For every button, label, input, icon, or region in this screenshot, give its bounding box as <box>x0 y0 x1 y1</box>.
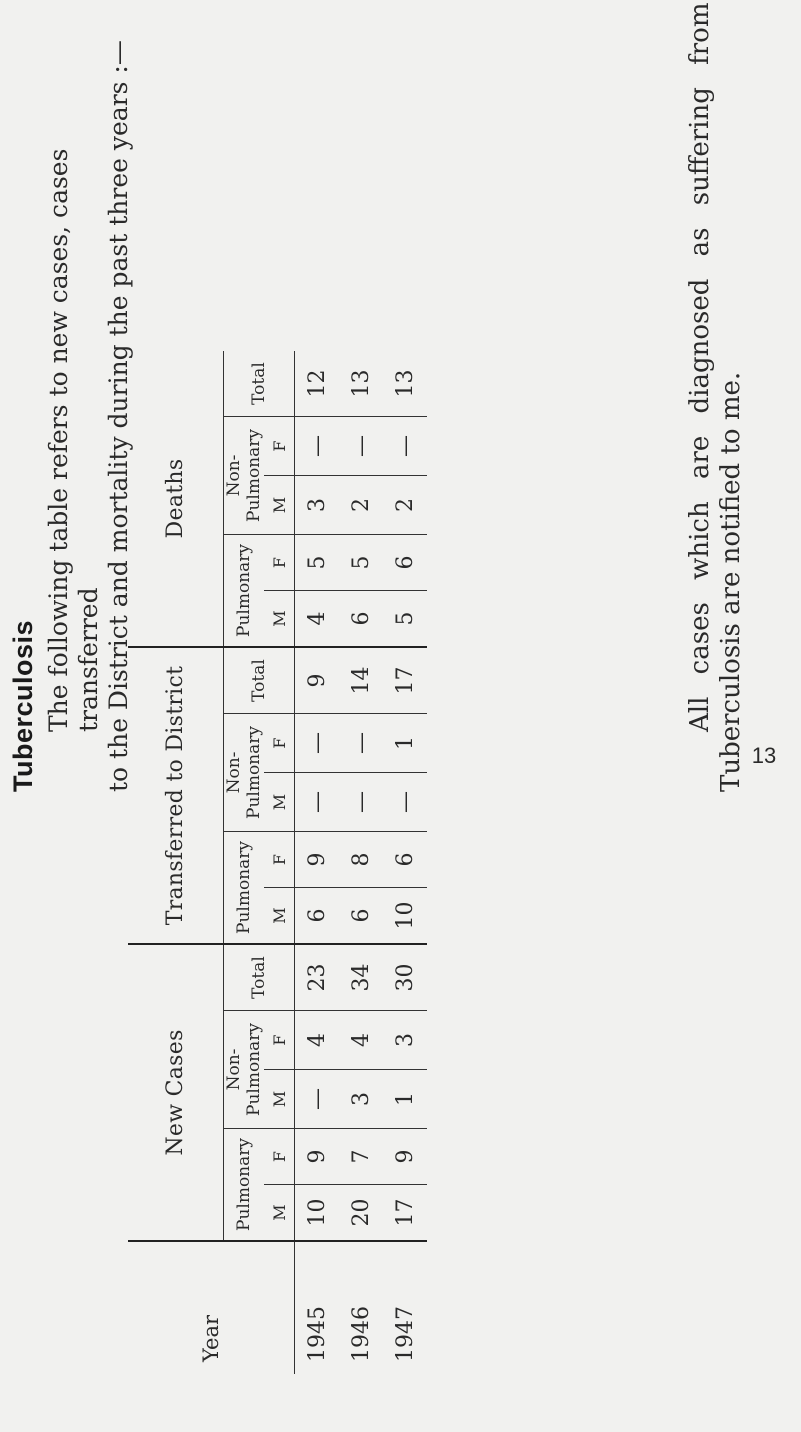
table-cell: 3 <box>339 1070 383 1129</box>
table-cell: 6 <box>339 888 383 945</box>
sex-f: F <box>264 714 295 773</box>
table-cell: — <box>295 417 340 476</box>
footer-line-2: Tuberculosis are notified to me. <box>716 371 746 792</box>
table-cell: 6 <box>295 888 340 945</box>
table-cell: — <box>339 714 383 773</box>
sex-f: F <box>264 1011 295 1070</box>
table-cell: 1 <box>383 714 427 773</box>
table-cell: — <box>295 1070 340 1129</box>
table-cell: — <box>295 773 340 832</box>
row-year: 1945 <box>304 1306 330 1362</box>
table-cell: 2 <box>339 476 383 535</box>
sex-m: M <box>264 1070 295 1129</box>
table-cell: 10 <box>295 1185 340 1242</box>
table-cell: 17 <box>383 1185 427 1242</box>
table-cell: — <box>383 417 427 476</box>
table-row <box>383 351 427 1374</box>
table-cell: 3 <box>383 1011 427 1070</box>
sex-m: M <box>264 1185 295 1242</box>
sex-m: M <box>264 476 295 535</box>
table-cell: 2 <box>383 476 427 535</box>
table-cell: 30 <box>383 944 427 1011</box>
footer-paragraph <box>685 3 747 793</box>
table-cell: 4 <box>295 591 340 648</box>
table-cell: 6 <box>383 535 427 591</box>
table-cell: 12 <box>295 351 340 417</box>
table-cell: 6 <box>339 591 383 648</box>
table-cell: 9 <box>383 1129 427 1185</box>
sex-f: F <box>264 832 295 888</box>
year-header: Year <box>128 1241 295 1374</box>
table-cell: 4 <box>295 1011 340 1070</box>
row-year: 1946 <box>348 1306 374 1362</box>
sex-f: F <box>264 1129 295 1185</box>
sex-m: M <box>264 591 295 648</box>
sub-non-pulmonary: Non-Pulmonary <box>224 1011 265 1129</box>
table-cell: — <box>339 417 383 476</box>
table-cell: — <box>295 714 340 773</box>
table-row <box>295 351 340 1374</box>
sex-m: M <box>264 888 295 945</box>
group-new-cases: New Cases <box>128 944 224 1241</box>
table-cell: 34 <box>339 944 383 1011</box>
table-cell: 3 <box>295 476 340 535</box>
table-cell: — <box>339 773 383 832</box>
intro-paragraph <box>44 0 134 792</box>
table-cell: 5 <box>339 535 383 591</box>
footer-line-1: All cases which are diagnosed as suffering from <box>685 2 715 732</box>
table-cell: 8 <box>339 832 383 888</box>
group-transferred: Transferred to District <box>128 647 224 944</box>
sex-f: F <box>264 417 295 476</box>
table-cell: 13 <box>339 351 383 417</box>
sub-total: Total <box>224 647 295 714</box>
table-cell: 13 <box>383 351 427 417</box>
sub-pulmonary: Pulmonary <box>224 832 265 945</box>
group-deaths: Deaths <box>128 351 224 647</box>
table-cell: 10 <box>383 888 427 945</box>
sub-total: Total <box>224 351 295 417</box>
sub-total: Total <box>224 944 295 1011</box>
table-cell: 5 <box>383 591 427 648</box>
table-cell: — <box>383 773 427 832</box>
table-cell: 20 <box>339 1185 383 1242</box>
table-cell: 1 <box>383 1070 427 1129</box>
sub-non-pulmonary: Non-Pulmonary <box>224 417 265 535</box>
intro-line-1: The following table refers to new cases, cases transferred <box>44 148 103 732</box>
page-title: Tuberculosis <box>8 619 38 792</box>
table-cell: 9 <box>295 647 340 714</box>
table-cell: 9 <box>295 832 340 888</box>
table-cell: 17 <box>383 647 427 714</box>
table-cell: 9 <box>295 1129 340 1185</box>
sex-f: F <box>264 535 295 591</box>
table-cell: 5 <box>295 535 340 591</box>
intro-line-2: to the District and mortality during the past three years :— <box>104 40 133 792</box>
tuberculosis-table <box>128 351 427 1374</box>
table-row <box>339 351 383 1374</box>
table-cell: 6 <box>383 832 427 888</box>
sub-non-pulmonary: Non-Pulmonary <box>224 714 265 832</box>
sub-pulmonary: Pulmonary <box>224 1129 265 1242</box>
table-cell: 14 <box>339 647 383 714</box>
table-cell: 4 <box>339 1011 383 1070</box>
sub-pulmonary: Pulmonary <box>224 535 265 648</box>
table-cell: 7 <box>339 1129 383 1185</box>
row-year: 1947 <box>392 1306 418 1362</box>
page-number: 13 <box>751 742 777 768</box>
sex-m: M <box>264 773 295 832</box>
table-cell: 23 <box>295 944 340 1011</box>
